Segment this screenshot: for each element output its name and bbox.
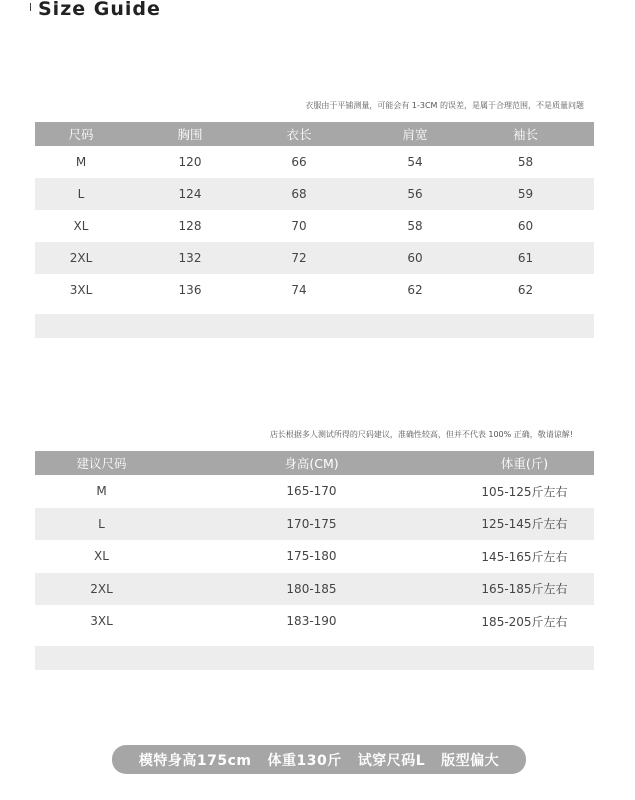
table-cell: 145-165斤左右 — [481, 549, 568, 564]
table-row — [35, 605, 594, 638]
model-fit: 版型偏大 — [441, 752, 500, 769]
header-weight: 体重(斤) — [500, 456, 549, 471]
header-size: 尺码 — [68, 127, 94, 142]
table-cell: 72 — [291, 251, 307, 265]
model-info-banner — [112, 745, 526, 774]
size-table — [35, 122, 594, 338]
table-cell: M — [96, 484, 107, 499]
table-row — [35, 573, 594, 606]
table-cell: XL — [94, 549, 109, 564]
table-cell: 2XL — [69, 251, 93, 265]
table-cell: 180-185 — [286, 581, 337, 596]
size-table-header — [35, 122, 594, 146]
table-cell: 60 — [517, 219, 534, 233]
table-cell: 68 — [291, 187, 307, 201]
table-cell: 175-180 — [286, 549, 337, 564]
table-row — [35, 178, 594, 210]
table-cell: 120 — [178, 155, 202, 169]
table-row — [35, 540, 594, 573]
table-row — [35, 508, 594, 541]
table-cell: 125-145斤左右 — [481, 517, 568, 532]
page-title: Size Guide — [38, 0, 161, 20]
table-cell: L — [98, 516, 105, 531]
model-size: 试穿尺码L — [357, 752, 426, 769]
table-cell: XL — [73, 219, 89, 233]
empty-row — [35, 646, 594, 670]
table-cell: 3XL — [69, 283, 93, 297]
table-cell: 54 — [407, 155, 423, 169]
title-marker — [30, 3, 31, 11]
table-cell: 59 — [517, 187, 534, 201]
table-cell: 2XL — [90, 581, 113, 596]
table-cell: 136 — [178, 283, 202, 297]
table-cell: 66 — [291, 155, 307, 169]
header-length: 衣长 — [286, 127, 312, 142]
table-cell: 62 — [517, 283, 534, 297]
table-row — [35, 274, 594, 306]
table-cell: L — [77, 187, 85, 201]
table-row — [35, 475, 594, 508]
recommendation-note: 店长根据多人测试所得的尺码建议，准确性较高，但并不代表 100% 正确，敬请谅解! — [269, 430, 573, 439]
table-cell: 58 — [517, 155, 534, 169]
table-cell: M — [75, 155, 87, 169]
table-cell: 105-125斤左右 — [481, 484, 568, 499]
table-cell: 74 — [291, 283, 307, 297]
table-cell: 183-190 — [286, 614, 337, 629]
header-height: 身高(CM) — [284, 456, 339, 471]
model-weight: 体重130斤 — [267, 752, 342, 769]
table-cell: 185-205斤左右 — [481, 614, 568, 629]
header-chest: 胸围 — [177, 127, 203, 142]
empty-row — [35, 314, 594, 338]
table-cell: 3XL — [90, 614, 113, 629]
recommend-table-header — [35, 451, 594, 475]
table-row — [35, 210, 594, 242]
table-cell: 62 — [407, 283, 423, 297]
table-cell: 170-175 — [286, 516, 337, 531]
measurement-note: 衣服由于平铺测量，可能会有 1-3CM 的误差，是属于合理范围，不是质量问题 — [305, 101, 584, 110]
table-cell: 124 — [178, 187, 202, 201]
table-cell: 165-170 — [286, 484, 337, 499]
table-cell: 132 — [178, 251, 202, 265]
recommend-table — [35, 451, 594, 670]
table-cell: 165-185斤左右 — [481, 582, 568, 597]
table-row — [35, 242, 594, 274]
header-shoulder: 肩宽 — [402, 127, 428, 142]
table-cell: 61 — [517, 251, 534, 265]
table-cell: 58 — [407, 219, 423, 233]
header-sleeve: 袖长 — [512, 127, 538, 142]
table-cell: 128 — [178, 219, 202, 233]
table-cell: 70 — [291, 219, 307, 233]
model-height: 模特身高175cm — [138, 752, 252, 769]
table-row — [35, 146, 594, 178]
table-cell: 60 — [407, 251, 423, 265]
table-cell: 56 — [407, 187, 423, 201]
header-recommended-size: 建议尺码 — [76, 456, 127, 471]
